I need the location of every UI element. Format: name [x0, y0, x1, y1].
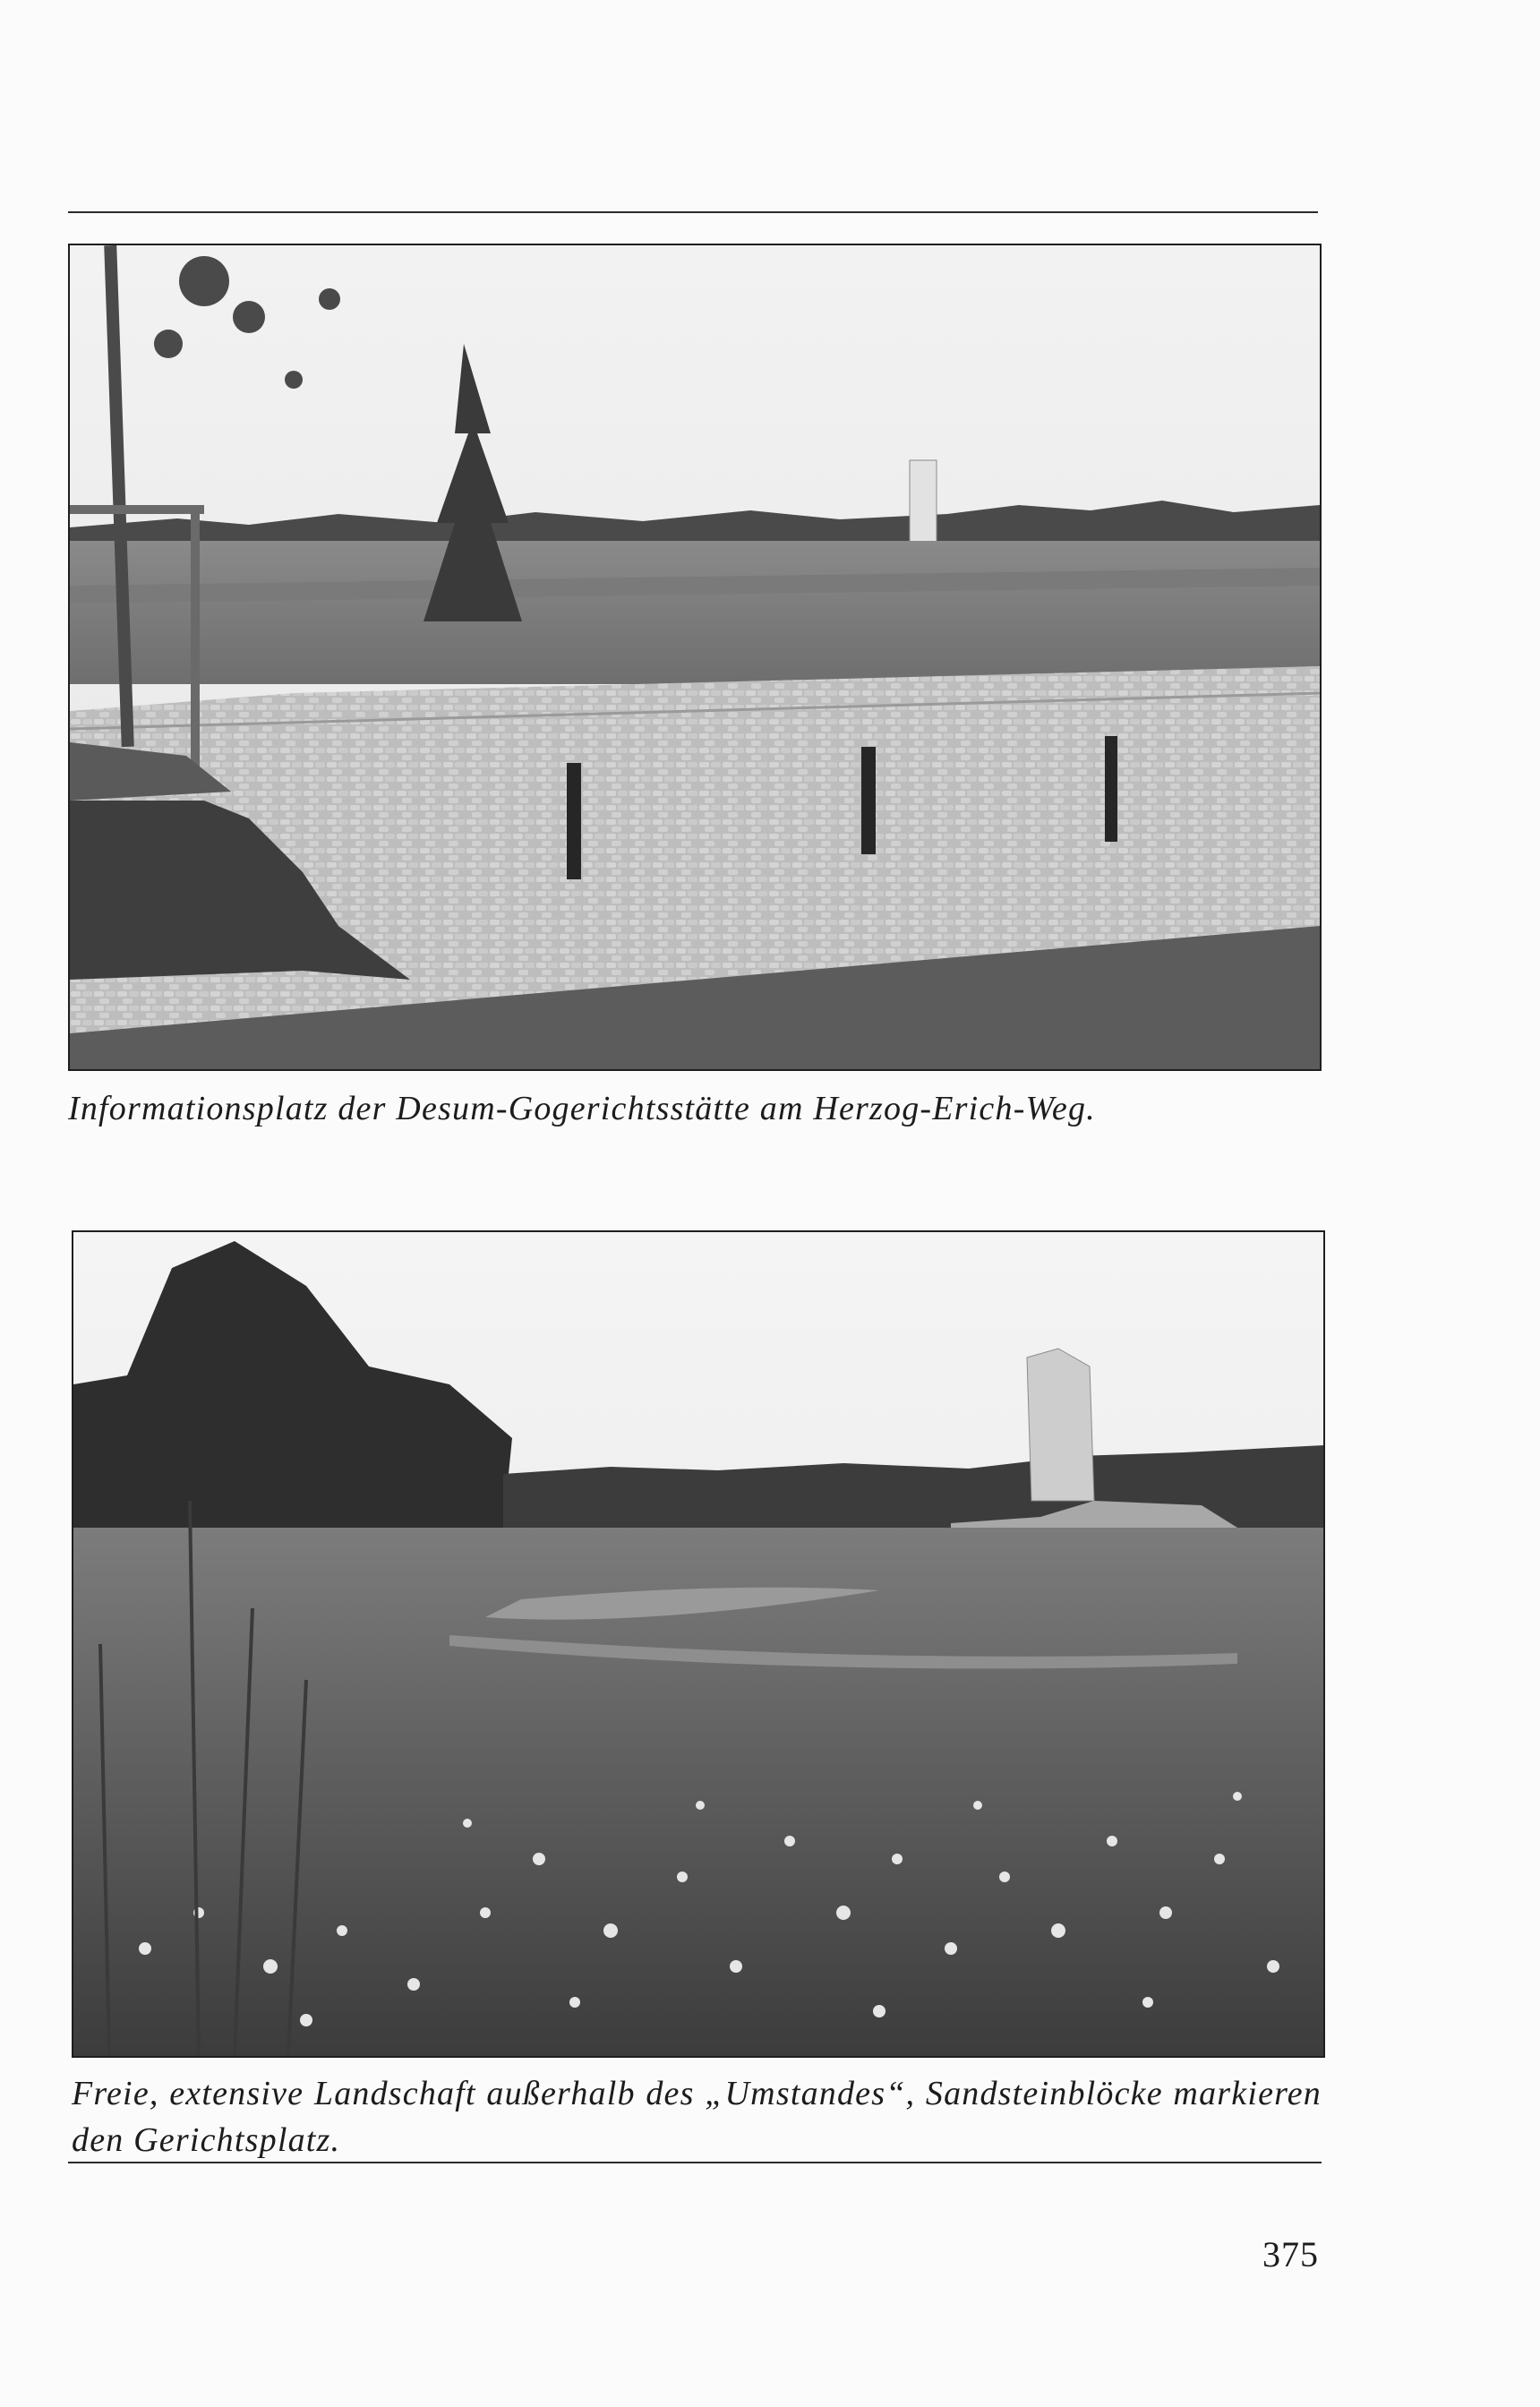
photo-open-landscape-image: [73, 1232, 1323, 2056]
photo-information-place-image: [70, 245, 1320, 1069]
bottom-rule: [68, 2162, 1322, 2163]
figure-2-caption: Freie, extensive Landschaft außerhalb des „Umstandes“, Sandsteinblöcke markieren den Gerichtsplatz.: [72, 2075, 1322, 2159]
photo-open-landscape: [72, 1230, 1325, 2058]
page-number: 375: [1262, 2234, 1319, 2274]
top-rule: [68, 211, 1318, 213]
figure-1-caption: Informationsplatz der Desum-Gogerichtsstätte am Herzog-Erich-Weg.: [68, 1090, 1096, 1127]
photo-information-place: [68, 244, 1322, 1071]
